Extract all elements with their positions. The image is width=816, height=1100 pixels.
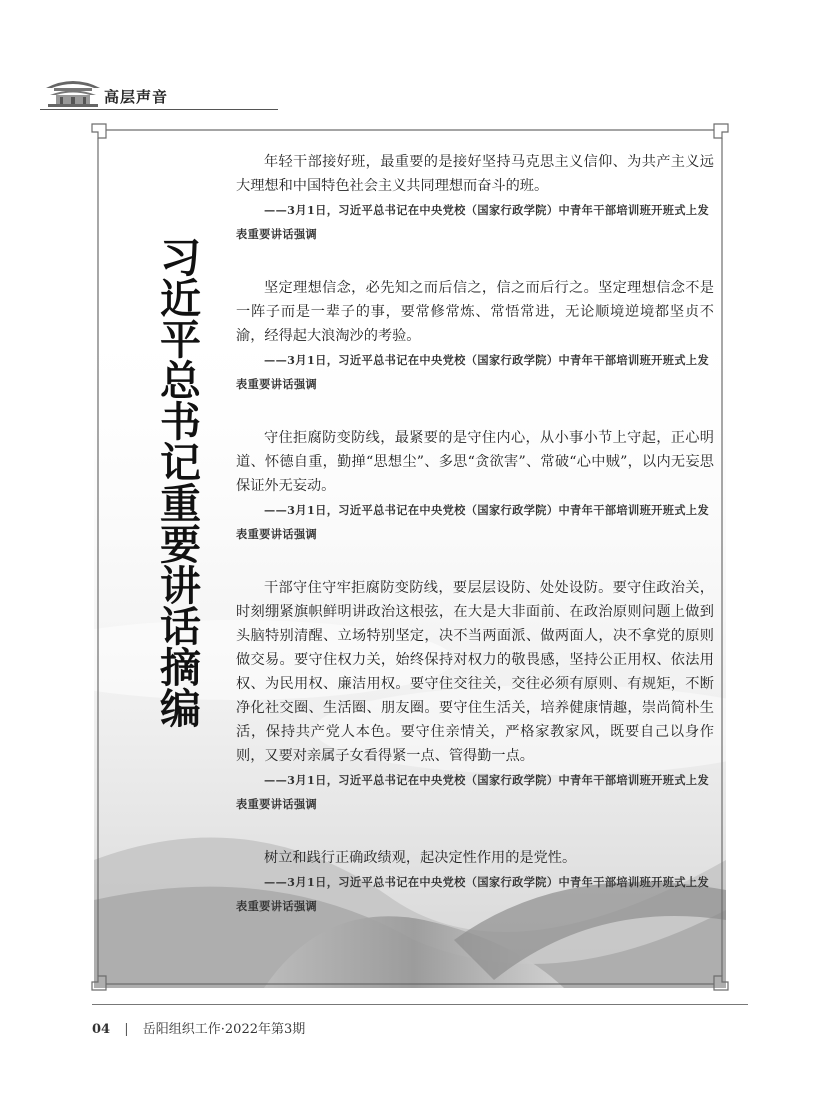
- quotes-list: [236, 150, 714, 948]
- section-title: 高层声音: [104, 88, 169, 106]
- header-divider: [40, 109, 278, 110]
- quote-source: ——3月1日，习近平总书记在中央党校（国家行政学院）中青年干部培训班开班式上发表重要讲话强调: [236, 503, 710, 541]
- quote-item: [236, 576, 714, 816]
- page-footer: [92, 1018, 305, 1037]
- quote-source: ——3月1日，习近平总书记在中央党校（国家行政学院）中青年干部培训班开班式上发表重要讲话强调: [236, 353, 710, 391]
- vertical-title: 习近平总书记重要讲话摘编: [153, 236, 201, 728]
- quote-text: 坚定理想信念，必先知之而后信之，信之而后行之。坚定理想信念不是一阵子而是一辈子的事，要常修常炼、常悟常进，无论顺境逆境都坚贞不渝，经得起大浪淘沙的考验。: [236, 280, 714, 344]
- quote-source: ——3月1日，习近平总书记在中央党校（国家行政学院）中青年干部培训班开班式上发表重要讲话强调: [236, 773, 710, 811]
- quote-item: [236, 426, 714, 546]
- quote-text: 守住拒腐防变防线，最紧要的是守住内心，从小事小节上守起，正心明道、怀德自重，勤掸“思想尘”、多思“贪欲害”、常破“心中贼”，以内无妄思保证外无妄动。: [236, 430, 714, 494]
- quote-source: ——3月1日，习近平总书记在中央党校（国家行政学院）中青年干部培训班开班式上发表重要讲话强调: [236, 875, 710, 913]
- footer-separator: |: [124, 1022, 129, 1037]
- footer-divider: [92, 1004, 748, 1005]
- quote-text: 年轻干部接好班，最重要的是接好坚持马克思主义信仰、为共产主义远大理想和中国特色社会主义共同理想而奋斗的班。: [236, 154, 714, 194]
- publication-name: 岳阳组织工作·2022年第3期: [142, 1022, 306, 1037]
- quote-item: [236, 276, 714, 396]
- quote-item: [236, 846, 714, 918]
- page-number: 04: [92, 1022, 111, 1037]
- quote-source: ——3月1日，习近平总书记在中央党校（国家行政学院）中青年干部培训班开班式上发表重要讲话强调: [236, 203, 710, 241]
- quote-text: 干部守住守牢拒腐防变防线，要层层设防、处处设防。要守住政治关，时刻绷紧旗帜鲜明讲政治这根弦，在大是大非面前、在政治原则问题上做到头脑特别清醒、立场特别坚定，决不当两面派、做两面人，决不拿党的原则做交易。要守住权力关，始终保持对权力的敬畏感，坚持公正用权、依法用权、为民用权、廉洁用权。要守住交往关，交往必须有原则、有规矩，不断净化社交圈、生活圈、朋友圈。要守住生活关，培养健康情趣，崇尚简朴生活，保持共产党人本色。要守住亲情关，严格家教家风，既要自己以身作则，又要对亲属子女看得紧一点、管得勤一点。: [236, 580, 714, 764]
- quote-text: 树立和践行正确政绩观，起决定性作用的是党性。: [264, 850, 577, 866]
- pavilion-logo-icon: [44, 76, 102, 108]
- section-header: [40, 72, 278, 112]
- quote-item: [236, 150, 714, 246]
